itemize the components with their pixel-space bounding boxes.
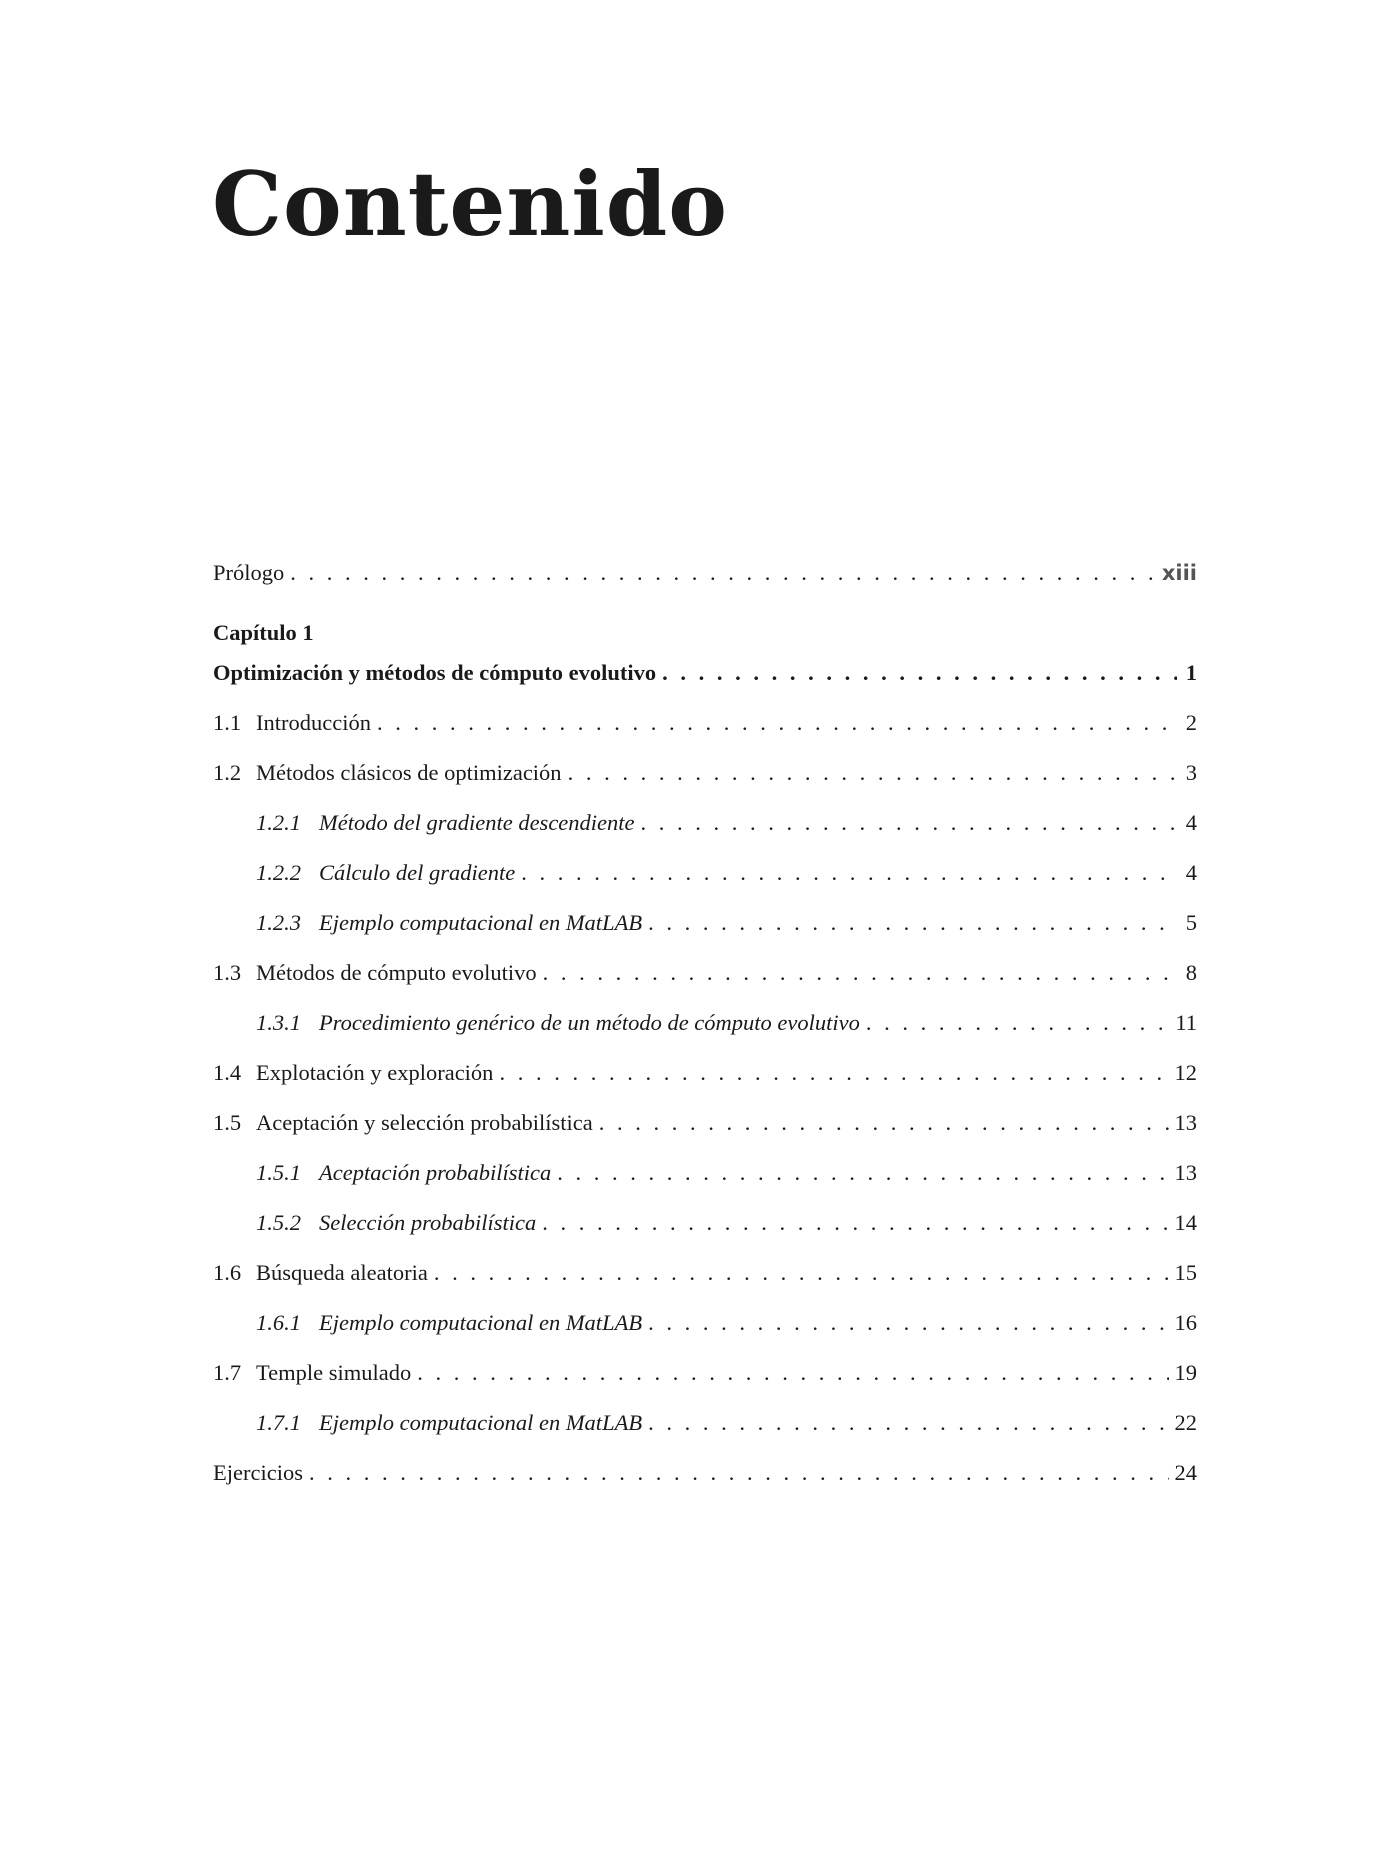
toc-entry-label: Ejemplo computacional en MatLAB [319,1410,643,1435]
toc-page-number: 19 [1174,1360,1197,1385]
toc-entry-1-6-1[interactable] [213,1310,1197,1360]
toc-entry-label: Búsqueda aleatoria [256,1260,428,1285]
toc-entry-label: Ejercicios [213,1460,303,1485]
toc-entry-label: Cálculo del gradiente [319,860,516,885]
toc-entry-1-5[interactable] [213,1110,1197,1160]
toc-page-number: 1 [1185,660,1197,685]
toc-entry-1-2-2[interactable] [213,860,1197,910]
toc-entry-label: Métodos clásicos de optimización [256,760,562,785]
toc-entry-1-1[interactable] [213,710,1197,760]
dot-leader [543,960,1177,986]
toc-entry-label: Introducción [256,710,371,735]
toc-section-number: 1.2.3 [256,910,301,935]
toc-entry-1-7-1[interactable] [213,1410,1197,1460]
chapter-label: Capítulo 1 [213,620,314,645]
toc-entry-label: Ejemplo computacional en MatLAB [319,1310,643,1335]
toc-section-number: 1.5 [213,1110,242,1135]
toc-entry-label: Método del gradiente descendiente [319,810,635,835]
toc-entry-1-3-1[interactable] [213,1010,1197,1060]
dot-leader [309,1460,1169,1486]
toc-entry-1-7[interactable] [213,1360,1197,1410]
toc-page-number: 13 [1174,1110,1197,1135]
toc-entry-chapter-1[interactable] [213,660,1197,710]
table-of-contents [213,560,1197,1510]
toc-section-number: 1.4 [213,1060,242,1085]
dot-leader [866,1010,1169,1036]
toc-entry-1-4[interactable] [213,1060,1197,1110]
toc-entry-label: Métodos de cómputo evolutivo [256,960,537,985]
dot-leader [662,660,1177,686]
dot-leader [648,1310,1168,1336]
toc-section-number: 1.3.1 [256,1010,301,1035]
toc-section-number: 1.6 [213,1260,242,1285]
toc-page-number: 11 [1175,1010,1197,1035]
toc-entry-label: Explotación y exploración [256,1060,494,1085]
toc-page-number: 24 [1174,1460,1197,1485]
dot-leader [557,1160,1168,1186]
toc-section-number: 1.5.1 [256,1160,301,1185]
toc-entry-1-2[interactable] [213,760,1197,810]
dot-leader [599,1110,1169,1136]
dot-leader [417,1360,1168,1386]
toc-entry-1-2-1[interactable] [213,810,1197,860]
toc-page-number: 12 [1174,1060,1197,1085]
dot-leader [499,1060,1168,1086]
toc-section-number: 1.3 [213,960,242,985]
toc-section-number: 1.2 [213,760,242,785]
toc-section-number: 1.7 [213,1360,242,1385]
toc-entry-1-3[interactable] [213,960,1197,1010]
toc-entry-ejercicios[interactable] [213,1460,1197,1510]
toc-page-number: 3 [1185,760,1197,785]
toc-page-number: xiii [1161,561,1197,585]
toc-section-number: 1.7.1 [256,1410,301,1435]
toc-entry-1-5-2[interactable] [213,1210,1197,1260]
toc-page-number: 16 [1174,1310,1197,1335]
toc-page-number: 22 [1174,1410,1197,1435]
dot-leader [434,1260,1169,1286]
toc-section-number: 1.2.2 [256,860,301,885]
toc-page-number: 4 [1185,810,1197,835]
toc-entry-label: Prólogo [213,560,285,585]
toc-entry-1-5-1[interactable] [213,1160,1197,1210]
toc-entry-prologo[interactable] [213,560,1197,610]
toc-section-number: 1.2.1 [256,810,301,835]
toc-page-number: 2 [1185,710,1197,735]
toc-entry-label: Aceptación y selección probabilística [256,1110,593,1135]
dot-leader [521,860,1177,886]
toc-page-number: 14 [1174,1210,1197,1235]
page-title: Contenido [212,152,728,256]
toc-section-number: 1.6.1 [256,1310,301,1335]
toc-page-number: 15 [1174,1260,1197,1285]
dot-leader [648,910,1177,936]
toc-entry-label: Temple simulado [256,1360,412,1385]
toc-page-number: 5 [1185,910,1197,935]
dot-leader [568,760,1177,786]
dot-leader [641,810,1177,836]
dot-leader [542,1210,1168,1236]
dot-leader [648,1410,1168,1436]
toc-entry-label: Aceptación probabilística [319,1160,552,1185]
toc-page-number: 13 [1174,1160,1197,1185]
toc-entry-label: Ejemplo computacional en MatLAB [319,910,643,935]
toc-section-number: 1.1 [213,710,242,735]
toc-entry-label: Selección probabilística [319,1210,537,1235]
dot-leader [290,560,1156,586]
toc-entry-1-2-3[interactable] [213,910,1197,960]
toc-entry-1-6[interactable] [213,1260,1197,1310]
toc-entry-label: Procedimiento genérico de un método de cómputo evolutivo [319,1010,860,1035]
dot-leader [377,710,1177,736]
toc-page-number: 8 [1185,960,1197,985]
toc-section-number: 1.5.2 [256,1210,301,1235]
toc-page-number: 4 [1185,860,1197,885]
toc-entry-label: Optimización y métodos de cómputo evolutivo [213,660,657,685]
